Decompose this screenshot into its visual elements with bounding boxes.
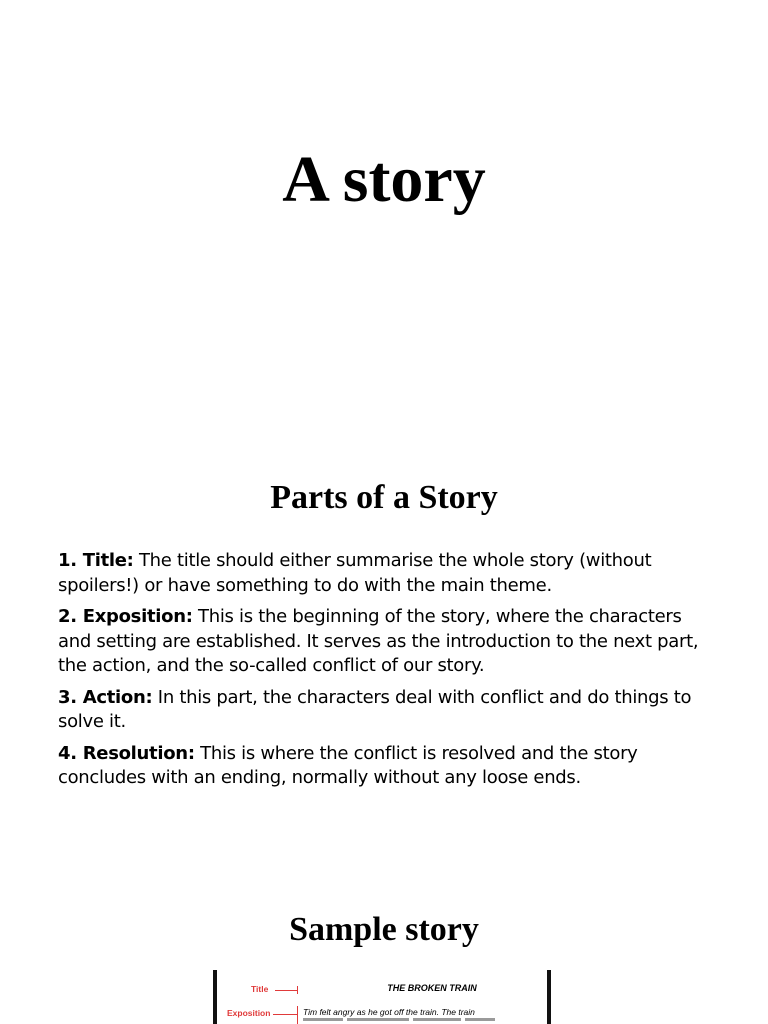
list-item-action — [58, 686, 718, 735]
item-text: In this part, the characters deal with conflict and do things to solve it. — [58, 686, 692, 732]
text-fragment — [303, 1018, 343, 1021]
item-text: This is the beginning of the story, where the characters and setting are established. It serves as the introduction to the next part, the action, and the so-called conflict of our story. — [58, 606, 699, 676]
item-term: 4. Resolution: — [58, 742, 195, 764]
item-term: 1. Title: — [58, 550, 134, 571]
text-fragment — [347, 1018, 409, 1021]
item-text: This is where the conflict is resolved and the story concludes with an ending, normally without any loose ends. — [58, 742, 638, 788]
sample-story-cutoff-line — [303, 1018, 513, 1024]
list-item-exposition — [58, 605, 718, 679]
annotation-tick — [297, 986, 298, 994]
item-term: 2. Exposition: — [58, 606, 193, 627]
annotation-connector — [273, 1014, 297, 1015]
page-title: A story — [282, 143, 486, 216]
item-term: 3. Action: — [58, 686, 153, 708]
parts-of-story-heading: Parts of a Story — [270, 479, 498, 516]
annotation-connector — [275, 990, 297, 991]
text-fragment — [413, 1018, 461, 1021]
sample-story-heading: Sample story — [289, 911, 479, 948]
parts-list — [58, 549, 718, 798]
list-item-title — [58, 549, 718, 598]
item-text: The title should either summarise the whole story (without spoilers!) or have something to do with the main theme. — [58, 550, 652, 596]
sample-story-image — [213, 970, 551, 1024]
list-item-resolution — [58, 742, 718, 791]
annotation-tick — [297, 1006, 298, 1024]
annotation-label-title: Title — [251, 984, 269, 994]
text-fragment — [465, 1018, 495, 1021]
sample-story-text: Tim felt angry as he got off the train. The train — [303, 1007, 475, 1017]
annotation-label-exposition: Exposition — [227, 1008, 271, 1018]
sample-story-title: THE BROKEN TRAIN — [387, 983, 477, 993]
